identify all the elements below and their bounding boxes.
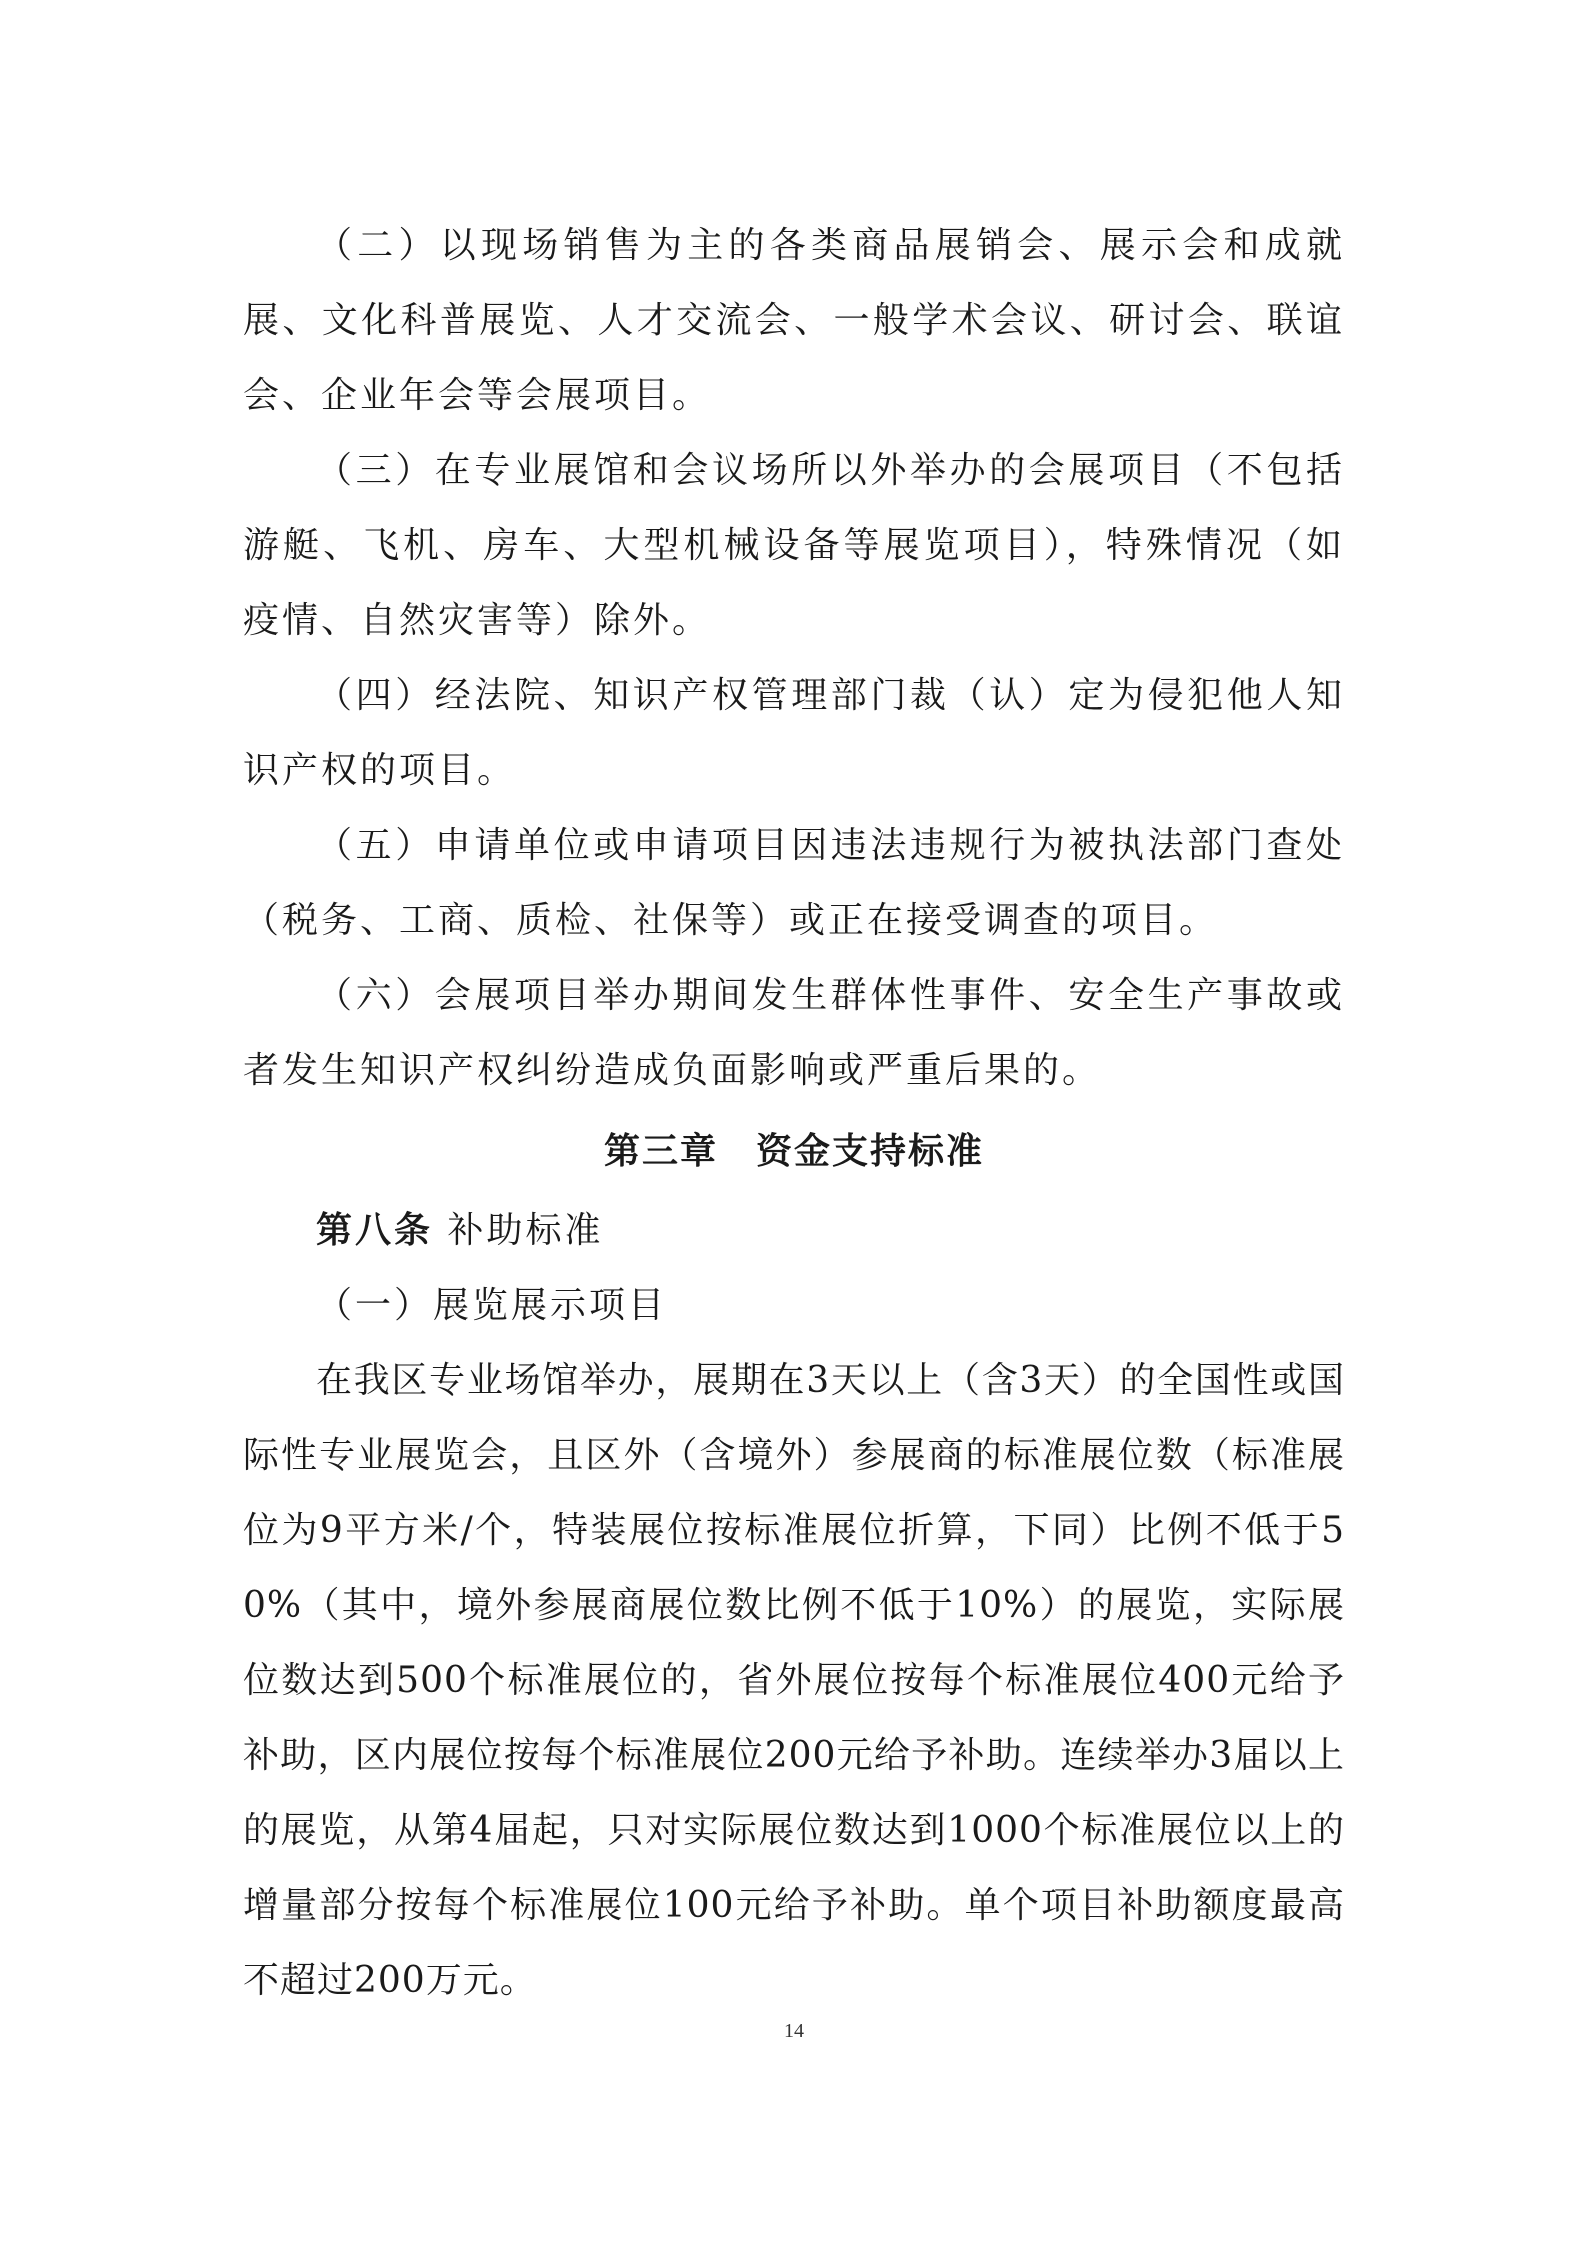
article-subject: 补助标准 [433,1210,604,1251]
paragraph-item-5: （五）申请单位或申请项目因违法违规行为被执法部门查处（税务、工商、质检、社保等）或正在接受调查的项目。 [243,825,1345,941]
body-paragraph: 在我区专业场馆举办，展期在3天以上（含3天）的全国性或国际性专业展览会，且区外（含境外）参展商的标准展位数（标准展位为9平方米/个，特装展位按标准展位折算，下同）比例不低于50%（其中，境外参展商展位数比例不低于10%）的展览，实际展位数达到500个标准展位的，省外展位按每个标准展位400元给予补助，区内展位按每个标准展位200元给予补助。连续举办3届以上的展览，从第4届起，只对实际展位数达到1000个标准展位以上的增量部分按每个标准展位100元给予补助。单个项目补助额度最高不超过200万元。 [243,1360,1345,2001]
paragraph-item-3: （三）在专业展馆和会议场所以外举办的会展项目（不包括游艇、飞机、房车、大型机械设备等展览项目），特殊情况（如疫情、自然灾害等）除外。 [243,450,1345,641]
article-number: 第八条 [316,1210,434,1251]
document-page [243,208,1345,2018]
paragraph-item-2: （二）以现场销售为主的各类商品展销会、展示会和成就展、文化科普展览、人才交流会、一般学术会议、研讨会、联谊会、企业年会等会展项目。 [243,225,1345,416]
chapter-heading: 第三章 资金支持标准 [603,1131,984,1172]
subsection-heading: （一）展览展示项目 [316,1285,668,1326]
article-heading [243,1193,1345,1268]
paragraph-item-6: （六）会展项目举办期间发生群体性事件、安全生产事故或者发生知识产权纠纷造成负面影响或严重后果的。 [243,975,1345,1091]
page-number: 14 [784,2020,804,2042]
paragraph-item-4: （四）经法院、知识产权管理部门裁（认）定为侵犯他人知识产权的项目。 [243,675,1345,791]
